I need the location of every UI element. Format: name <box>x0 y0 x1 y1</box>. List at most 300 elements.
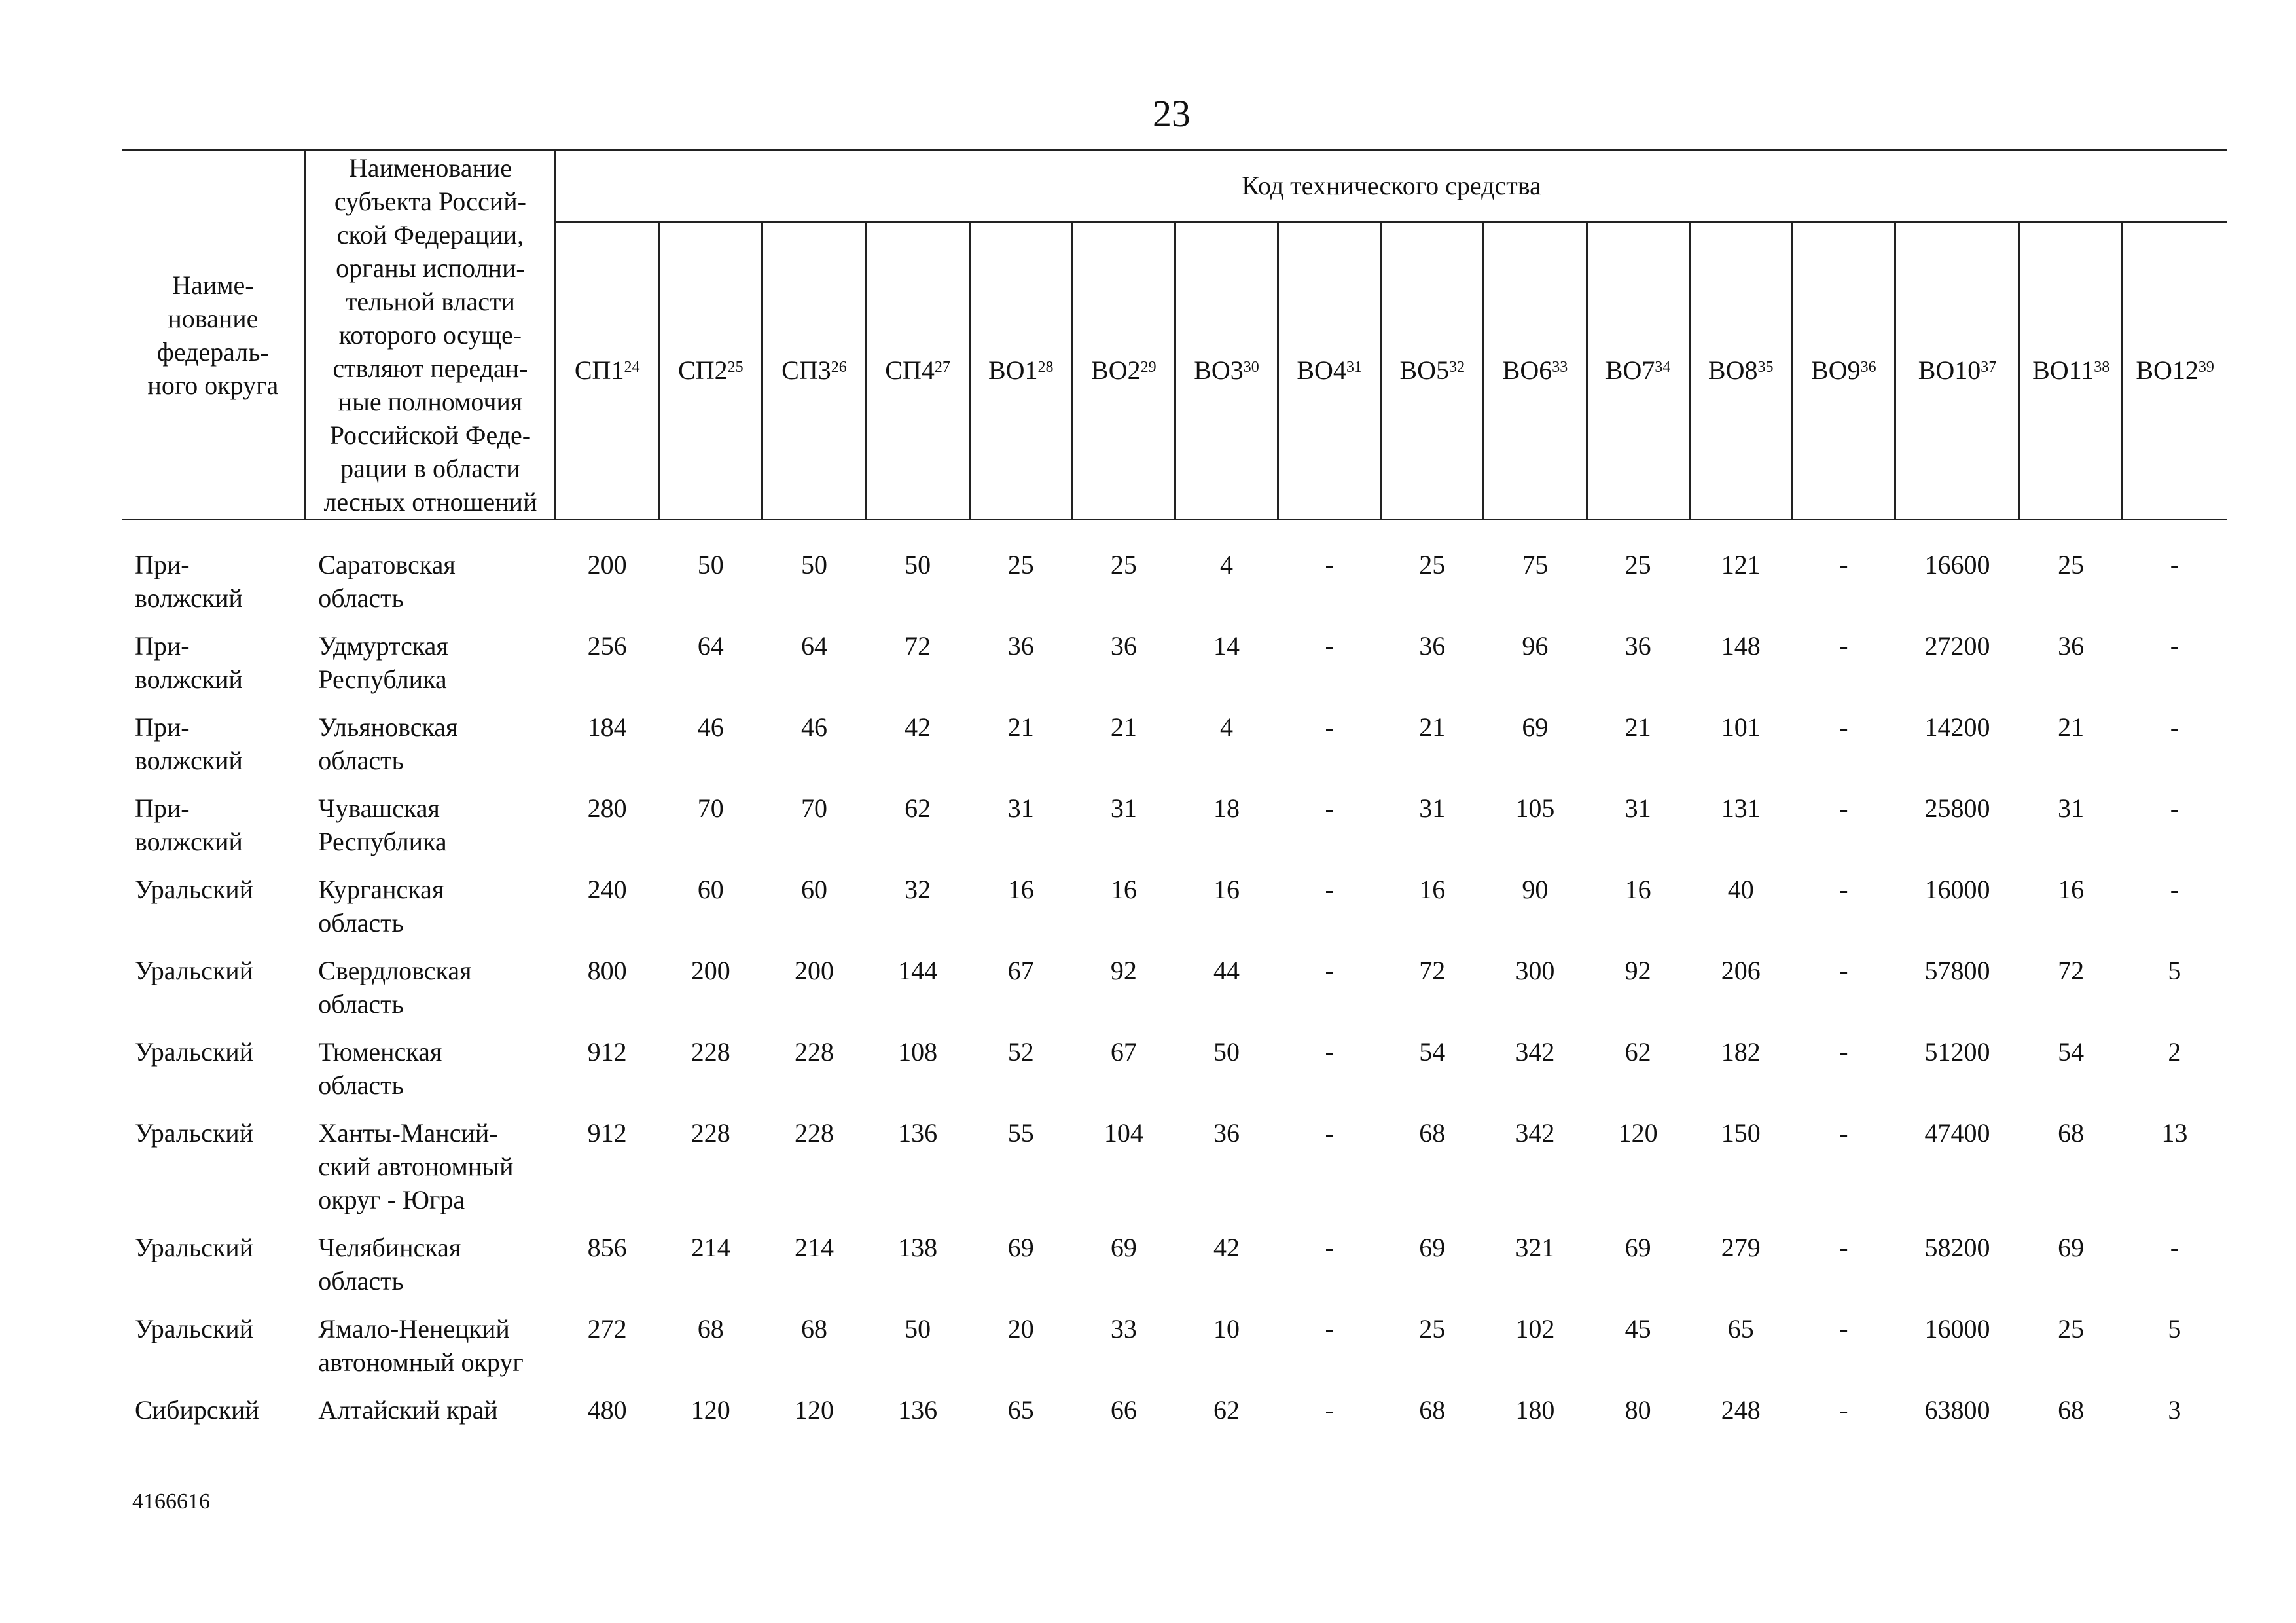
value-cell <box>1792 873 1895 954</box>
value-text: 300 <box>1515 956 1555 985</box>
value-text: 25 <box>2058 550 2085 579</box>
code-footnote-ref: 36 <box>1860 359 1876 376</box>
value-cell <box>659 1231 762 1312</box>
value-text: 800 <box>587 956 627 985</box>
header-code-caption: Код технического средства <box>556 151 2227 222</box>
header-code-во7 <box>1587 221 1689 519</box>
value-text: 16 <box>1213 875 1240 904</box>
district-cell: Уральский <box>135 1037 254 1067</box>
value-cell <box>1689 520 1792 630</box>
value-text: 90 <box>1522 875 1549 904</box>
table-row <box>122 1231 2227 1312</box>
value-cell <box>1689 873 1792 954</box>
value-cell <box>2020 520 2123 630</box>
value-text: 14 <box>1213 631 1240 661</box>
value-text: 25 <box>2058 1314 2085 1343</box>
value-cell <box>762 1393 866 1441</box>
value-cell <box>969 1312 1072 1393</box>
value-text: - <box>1325 1314 1334 1343</box>
code-footnote-ref: 30 <box>1243 359 1259 376</box>
value-cell <box>1175 1035 1278 1116</box>
value-text: 16000 <box>1924 875 1990 904</box>
subject-cell: Чувашская Республика <box>318 793 447 856</box>
value-cell <box>2020 1035 2123 1116</box>
header-code-во6 <box>1484 221 1587 519</box>
value-cell <box>1587 873 1689 954</box>
value-text: 68 <box>800 1314 827 1343</box>
value-text: 57800 <box>1924 956 1990 985</box>
value-cell <box>762 1035 866 1116</box>
value-text: 63800 <box>1924 1395 1990 1425</box>
value-cell <box>1381 792 1484 873</box>
value-cell <box>1484 954 1587 1035</box>
value-cell <box>1381 1231 1484 1312</box>
subject-cell: Ханты-Мансий- ский автономный округ - Югра <box>318 1118 514 1214</box>
value-text: 144 <box>898 956 938 985</box>
value-cell <box>1278 1393 1381 1441</box>
header-code-сп2 <box>659 221 762 519</box>
value-text: 70 <box>800 793 827 823</box>
value-text: 228 <box>691 1037 730 1067</box>
district-cell: Уральский <box>135 1233 254 1262</box>
value-text: - <box>1839 1118 1848 1148</box>
value-cell <box>1381 1312 1484 1393</box>
value-text: 54 <box>2058 1037 2085 1067</box>
value-text: 69 <box>1624 1233 1651 1262</box>
value-text: 51200 <box>1924 1037 1990 1067</box>
value-cell <box>762 1116 866 1231</box>
value-text: 25 <box>1624 550 1651 579</box>
value-cell <box>1587 792 1689 873</box>
value-text: 121 <box>1721 550 1761 579</box>
value-cell <box>1175 1116 1278 1231</box>
value-cell <box>2020 954 2123 1035</box>
value-cell <box>1689 792 1792 873</box>
value-cell <box>1072 954 1175 1035</box>
value-cell <box>1484 629 1587 710</box>
value-text: 92 <box>1110 956 1137 985</box>
code-label: ВО3 <box>1194 356 1244 386</box>
value-text: 36 <box>1419 631 1446 661</box>
code-label: ВО10 <box>1918 356 1981 386</box>
value-text: - <box>1839 712 1848 742</box>
code-label: ВО1 <box>988 356 1038 386</box>
value-cell <box>969 629 1072 710</box>
table-row <box>122 954 2227 1035</box>
value-text: - <box>1325 1395 1334 1425</box>
value-cell <box>762 873 866 954</box>
value-cell <box>2020 629 2123 710</box>
value-text: 46 <box>697 712 724 742</box>
value-cell <box>969 520 1072 630</box>
value-cell <box>1381 1393 1484 1441</box>
header-code-во12 <box>2123 221 2227 519</box>
value-cell <box>556 1393 659 1441</box>
value-text: 31 <box>1110 793 1137 823</box>
subject-cell: Свердловская область <box>318 956 472 1019</box>
value-text: - <box>1839 1233 1848 1262</box>
value-text: 102 <box>1515 1314 1555 1343</box>
value-cell <box>1689 1231 1792 1312</box>
value-cell <box>1278 1116 1381 1231</box>
value-cell <box>2123 1035 2227 1116</box>
value-text: 14200 <box>1924 712 1990 742</box>
value-text: 5 <box>2168 1314 2181 1343</box>
value-cell <box>1792 1231 1895 1312</box>
value-text: - <box>2170 793 2179 823</box>
value-cell <box>659 710 762 792</box>
value-text: 280 <box>587 793 627 823</box>
value-text: 80 <box>1624 1395 1651 1425</box>
subject-cell: Удмуртская Республика <box>318 631 448 694</box>
value-cell <box>659 1116 762 1231</box>
value-text: 279 <box>1721 1233 1761 1262</box>
value-text: - <box>1839 550 1848 579</box>
code-footnote-ref: 26 <box>831 359 847 376</box>
value-text: 200 <box>587 550 627 579</box>
value-text: 50 <box>697 550 724 579</box>
value-text: 108 <box>898 1037 938 1067</box>
header-code-во9 <box>1792 221 1895 519</box>
value-text: 69 <box>2058 1233 2085 1262</box>
district-cell: При- волжский <box>135 712 243 775</box>
value-text: 856 <box>587 1233 627 1262</box>
value-text: 184 <box>587 712 627 742</box>
value-cell <box>556 1312 659 1393</box>
value-text: - <box>1839 875 1848 904</box>
value-cell <box>1484 873 1587 954</box>
value-cell <box>1381 954 1484 1035</box>
value-text: 72 <box>2058 956 2085 985</box>
district-cell: Уральский <box>135 1314 254 1343</box>
value-text: 69 <box>1110 1233 1137 1262</box>
value-cell <box>866 792 969 873</box>
value-text: 182 <box>1721 1037 1761 1067</box>
value-text: 64 <box>800 631 827 661</box>
value-cell <box>1484 710 1587 792</box>
table-row <box>122 710 2227 792</box>
value-cell <box>659 792 762 873</box>
subject-cell: Курганская область <box>318 875 444 938</box>
code-footnote-ref: 29 <box>1140 359 1157 376</box>
header-code-сп3 <box>762 221 866 519</box>
code-label: ВО8 <box>1708 356 1758 386</box>
value-text: 65 <box>1727 1314 1754 1343</box>
code-footnote-ref: 38 <box>2094 359 2110 376</box>
header-code-сп4 <box>866 221 969 519</box>
code-footnote-ref: 35 <box>1757 359 1774 376</box>
header-code-во5 <box>1381 221 1484 519</box>
value-cell <box>1792 792 1895 873</box>
district-cell: Сибирский <box>135 1395 259 1425</box>
value-text: 101 <box>1721 712 1761 742</box>
table-row <box>122 873 2227 954</box>
code-label: ВО11 <box>2032 356 2094 386</box>
value-cell <box>866 629 969 710</box>
value-cell <box>1072 710 1175 792</box>
value-text: 214 <box>691 1233 730 1262</box>
value-text: - <box>1839 1314 1848 1343</box>
value-text: 228 <box>691 1118 730 1148</box>
value-cell <box>1278 1231 1381 1312</box>
district-cell: Уральский <box>135 875 254 904</box>
value-cell <box>1484 520 1587 630</box>
value-cell <box>1278 1035 1381 1116</box>
value-cell <box>556 1035 659 1116</box>
value-cell <box>1278 954 1381 1035</box>
code-footnote-ref: 27 <box>934 359 950 376</box>
value-cell <box>969 873 1072 954</box>
value-cell <box>556 1116 659 1231</box>
value-text: 25 <box>1419 550 1446 579</box>
value-cell <box>2123 1312 2227 1393</box>
value-text: 228 <box>794 1037 834 1067</box>
subject-cell: Ульяновская область <box>318 712 458 775</box>
code-label: ВО4 <box>1297 356 1346 386</box>
value-text: 62 <box>905 793 931 823</box>
value-text: 72 <box>905 631 931 661</box>
header-code-во10 <box>1895 221 2019 519</box>
value-text: 912 <box>587 1118 627 1148</box>
value-text: 36 <box>2058 631 2085 661</box>
code-label: ВО9 <box>1811 356 1861 386</box>
value-text: 92 <box>1624 956 1651 985</box>
value-cell <box>2123 1116 2227 1231</box>
value-cell <box>1792 1393 1895 1441</box>
value-cell <box>1278 520 1381 630</box>
value-cell <box>1587 954 1689 1035</box>
code-footnote-ref: 31 <box>1346 359 1362 376</box>
value-cell <box>1587 1035 1689 1116</box>
code-label: СП2 <box>678 356 728 386</box>
value-cell <box>1381 629 1484 710</box>
value-cell <box>1278 792 1381 873</box>
value-text: - <box>2170 550 2179 579</box>
value-cell <box>1895 792 2019 873</box>
value-cell <box>1072 1035 1175 1116</box>
value-cell <box>1175 520 1278 630</box>
value-text: 16600 <box>1924 550 1990 579</box>
value-cell <box>1895 1035 2019 1116</box>
value-cell <box>1587 1312 1689 1393</box>
value-cell <box>1278 710 1381 792</box>
value-text: 60 <box>697 875 724 904</box>
value-cell <box>1484 1393 1587 1441</box>
value-text: 4 <box>1220 712 1233 742</box>
document-number: 4166616 <box>132 1489 210 1514</box>
value-text: 18 <box>1213 793 1240 823</box>
value-cell <box>1381 710 1484 792</box>
value-cell <box>1689 954 1792 1035</box>
value-text: 16 <box>1110 875 1137 904</box>
value-text: 75 <box>1522 550 1549 579</box>
value-cell <box>1792 710 1895 792</box>
value-cell <box>1689 1116 1792 1231</box>
value-cell <box>2020 1393 2123 1441</box>
value-cell <box>1587 1231 1689 1312</box>
value-cell <box>1689 1393 1792 1441</box>
table-header <box>122 151 2227 520</box>
value-text: - <box>1839 793 1848 823</box>
allocation-table <box>122 149 2227 1441</box>
value-text: 180 <box>1515 1395 1555 1425</box>
value-text: 25 <box>1110 550 1137 579</box>
code-footnote-ref: 25 <box>727 359 744 376</box>
value-text: 62 <box>1624 1037 1651 1067</box>
value-cell <box>1072 1116 1175 1231</box>
value-cell <box>1895 520 2019 630</box>
value-text: 42 <box>905 712 931 742</box>
value-cell <box>1381 873 1484 954</box>
table-row <box>122 792 2227 873</box>
code-label: СП3 <box>781 356 831 386</box>
value-cell <box>866 520 969 630</box>
district-cell: При- волжский <box>135 631 243 694</box>
value-text: - <box>2170 712 2179 742</box>
value-text: - <box>1839 956 1848 985</box>
value-text: - <box>2170 1233 2179 1262</box>
value-text: 55 <box>1007 1118 1034 1148</box>
value-cell <box>1689 1312 1792 1393</box>
value-text: - <box>1325 712 1334 742</box>
value-cell <box>2123 873 2227 954</box>
value-cell <box>556 520 659 630</box>
value-cell <box>1587 1393 1689 1441</box>
value-cell <box>2123 629 2227 710</box>
code-footnote-ref: 34 <box>1655 359 1671 376</box>
value-cell <box>1175 710 1278 792</box>
district-cell: Уральский <box>135 1118 254 1148</box>
value-cell <box>2020 1312 2123 1393</box>
value-text: 36 <box>1624 631 1651 661</box>
code-label: ВО6 <box>1502 356 1552 386</box>
value-cell <box>556 710 659 792</box>
value-text: - <box>1325 1037 1334 1067</box>
value-cell <box>1792 954 1895 1035</box>
value-text: 120 <box>691 1395 730 1425</box>
value-cell <box>1484 792 1587 873</box>
value-cell <box>866 873 969 954</box>
table-row <box>122 520 2227 630</box>
value-cell <box>1175 629 1278 710</box>
code-footnote-ref: 28 <box>1037 359 1054 376</box>
value-cell <box>1895 1231 2019 1312</box>
value-cell <box>1587 710 1689 792</box>
value-text: 16 <box>1007 875 1034 904</box>
value-text: 120 <box>1618 1118 1658 1148</box>
table-row <box>122 1393 2227 1441</box>
value-cell <box>866 710 969 792</box>
code-label: ВО2 <box>1091 356 1141 386</box>
value-text: 50 <box>905 550 931 579</box>
value-cell <box>969 792 1072 873</box>
value-text: 272 <box>587 1314 627 1343</box>
value-text: 16 <box>2058 875 2085 904</box>
code-label: ВО5 <box>1399 356 1450 386</box>
code-footnote-ref: 37 <box>1981 359 1997 376</box>
value-text: 104 <box>1103 1118 1143 1148</box>
value-cell <box>1895 710 2019 792</box>
value-text: 342 <box>1515 1037 1555 1067</box>
value-text: 21 <box>1419 712 1446 742</box>
value-text: 58200 <box>1924 1233 1990 1262</box>
value-cell <box>1895 873 2019 954</box>
value-text: 62 <box>1213 1395 1240 1425</box>
value-text: 21 <box>1110 712 1137 742</box>
value-cell <box>1175 1312 1278 1393</box>
value-cell <box>969 1116 1072 1231</box>
value-text: 2 <box>2168 1037 2181 1067</box>
value-cell <box>1689 629 1792 710</box>
value-text: 31 <box>2058 793 2085 823</box>
value-cell <box>762 792 866 873</box>
value-cell <box>1072 520 1175 630</box>
value-text: 120 <box>794 1395 834 1425</box>
value-cell <box>1072 1312 1175 1393</box>
value-text: - <box>1325 875 1334 904</box>
value-cell <box>1895 1393 2019 1441</box>
value-text: 214 <box>794 1233 834 1262</box>
header-code-во1 <box>969 221 1072 519</box>
value-cell <box>659 954 762 1035</box>
value-text: - <box>1325 1233 1334 1262</box>
value-cell <box>1689 710 1792 792</box>
value-cell <box>1175 792 1278 873</box>
value-cell <box>2020 1231 2123 1312</box>
value-cell <box>2020 792 2123 873</box>
value-cell <box>1792 1035 1895 1116</box>
value-cell <box>556 792 659 873</box>
header-district: Наиме- нование федераль- ного округа <box>122 151 305 520</box>
subject-cell: Саратовская область <box>318 550 456 613</box>
value-text: 20 <box>1007 1314 1034 1343</box>
value-text: 64 <box>697 631 724 661</box>
value-cell <box>762 520 866 630</box>
value-text: 69 <box>1007 1233 1034 1262</box>
value-text: 31 <box>1624 793 1651 823</box>
value-text: 68 <box>2058 1118 2085 1148</box>
value-cell <box>1792 1312 1895 1393</box>
value-text: 44 <box>1213 956 1240 985</box>
value-text: 36 <box>1110 631 1137 661</box>
value-text: 52 <box>1007 1037 1034 1067</box>
page-number: 23 <box>1153 92 1191 135</box>
value-text: 31 <box>1007 793 1034 823</box>
value-text: 136 <box>898 1395 938 1425</box>
value-cell <box>969 710 1072 792</box>
value-cell <box>1278 873 1381 954</box>
value-cell <box>1895 1312 2019 1393</box>
table-row <box>122 1035 2227 1116</box>
district-cell: Уральский <box>135 956 254 985</box>
value-text: 25800 <box>1924 793 1990 823</box>
value-text: 105 <box>1515 793 1555 823</box>
value-text: 31 <box>1419 793 1446 823</box>
value-text: 50 <box>800 550 827 579</box>
value-text: 65 <box>1007 1395 1034 1425</box>
value-cell <box>2020 710 2123 792</box>
value-text: 70 <box>697 793 724 823</box>
value-text: - <box>2170 875 2179 904</box>
value-text: 16 <box>1624 875 1651 904</box>
code-footnote-ref: 33 <box>1552 359 1568 376</box>
value-text: 5 <box>2168 956 2181 985</box>
value-cell <box>1792 520 1895 630</box>
value-cell <box>1792 1116 1895 1231</box>
subject-cell: Алтайский край <box>318 1395 498 1425</box>
value-cell <box>1895 1116 2019 1231</box>
district-cell: При- волжский <box>135 793 243 856</box>
